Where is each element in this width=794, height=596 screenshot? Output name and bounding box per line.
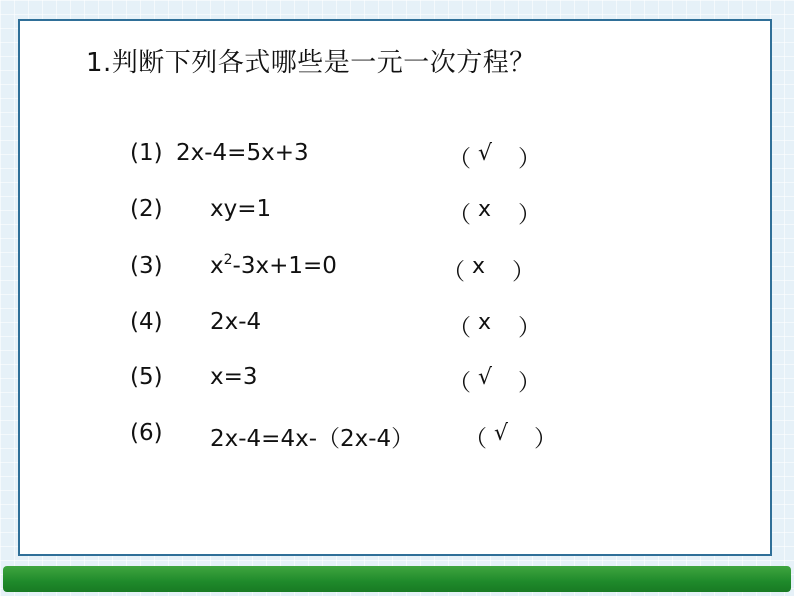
- slide-frame: [18, 19, 772, 556]
- item-number: (1): [130, 140, 163, 166]
- item-expression: x=3: [210, 364, 258, 390]
- item-expression: xy=1: [210, 196, 272, 222]
- bottom-bar: [3, 566, 791, 592]
- equation-item-4: [130, 309, 730, 341]
- item-number: (6): [130, 420, 163, 446]
- item-expression: 2x-4: [210, 309, 262, 335]
- paren-close: ）: [518, 315, 541, 341]
- paren-close: ）: [518, 370, 541, 396]
- paren-close: ）: [512, 259, 535, 285]
- paren-open: （: [448, 146, 471, 172]
- paren-close: ）: [518, 202, 541, 228]
- equation-item-3: [130, 253, 730, 285]
- answer-mark: x: [478, 197, 492, 222]
- expr-rest: -3x+1=0: [232, 253, 337, 279]
- paren-close: ）: [534, 426, 557, 452]
- paren-open: （: [448, 370, 471, 396]
- item-expression: [210, 253, 337, 279]
- expr-exponent: 2: [223, 252, 233, 268]
- answer-mark: √: [494, 421, 509, 446]
- question-title: 1.判断下列各式哪些是一元一次方程？: [86, 48, 536, 78]
- equation-item-1: [130, 140, 730, 172]
- item-number: (3): [130, 253, 163, 279]
- expr-base: x: [210, 253, 224, 279]
- item-expression: 2x-4=5x+3: [176, 140, 309, 166]
- paren-open: （: [448, 202, 471, 228]
- paren-open: （: [448, 315, 471, 341]
- paren-open: （: [442, 259, 465, 285]
- item-number: (2): [130, 196, 163, 222]
- equation-item-2: [130, 196, 730, 228]
- item-number: (4): [130, 309, 163, 335]
- answer-mark: x: [472, 254, 486, 279]
- paren-open: （: [464, 426, 487, 452]
- answer-mark: √: [478, 141, 493, 166]
- item-expression: 2x-4=4x-（2x-4）: [210, 426, 415, 452]
- answer-mark: √: [478, 365, 493, 390]
- paren-close: ）: [518, 146, 541, 172]
- equation-item-6: [130, 420, 730, 452]
- item-number: (5): [130, 364, 163, 390]
- equation-item-5: [130, 364, 730, 396]
- answer-mark: x: [478, 310, 492, 335]
